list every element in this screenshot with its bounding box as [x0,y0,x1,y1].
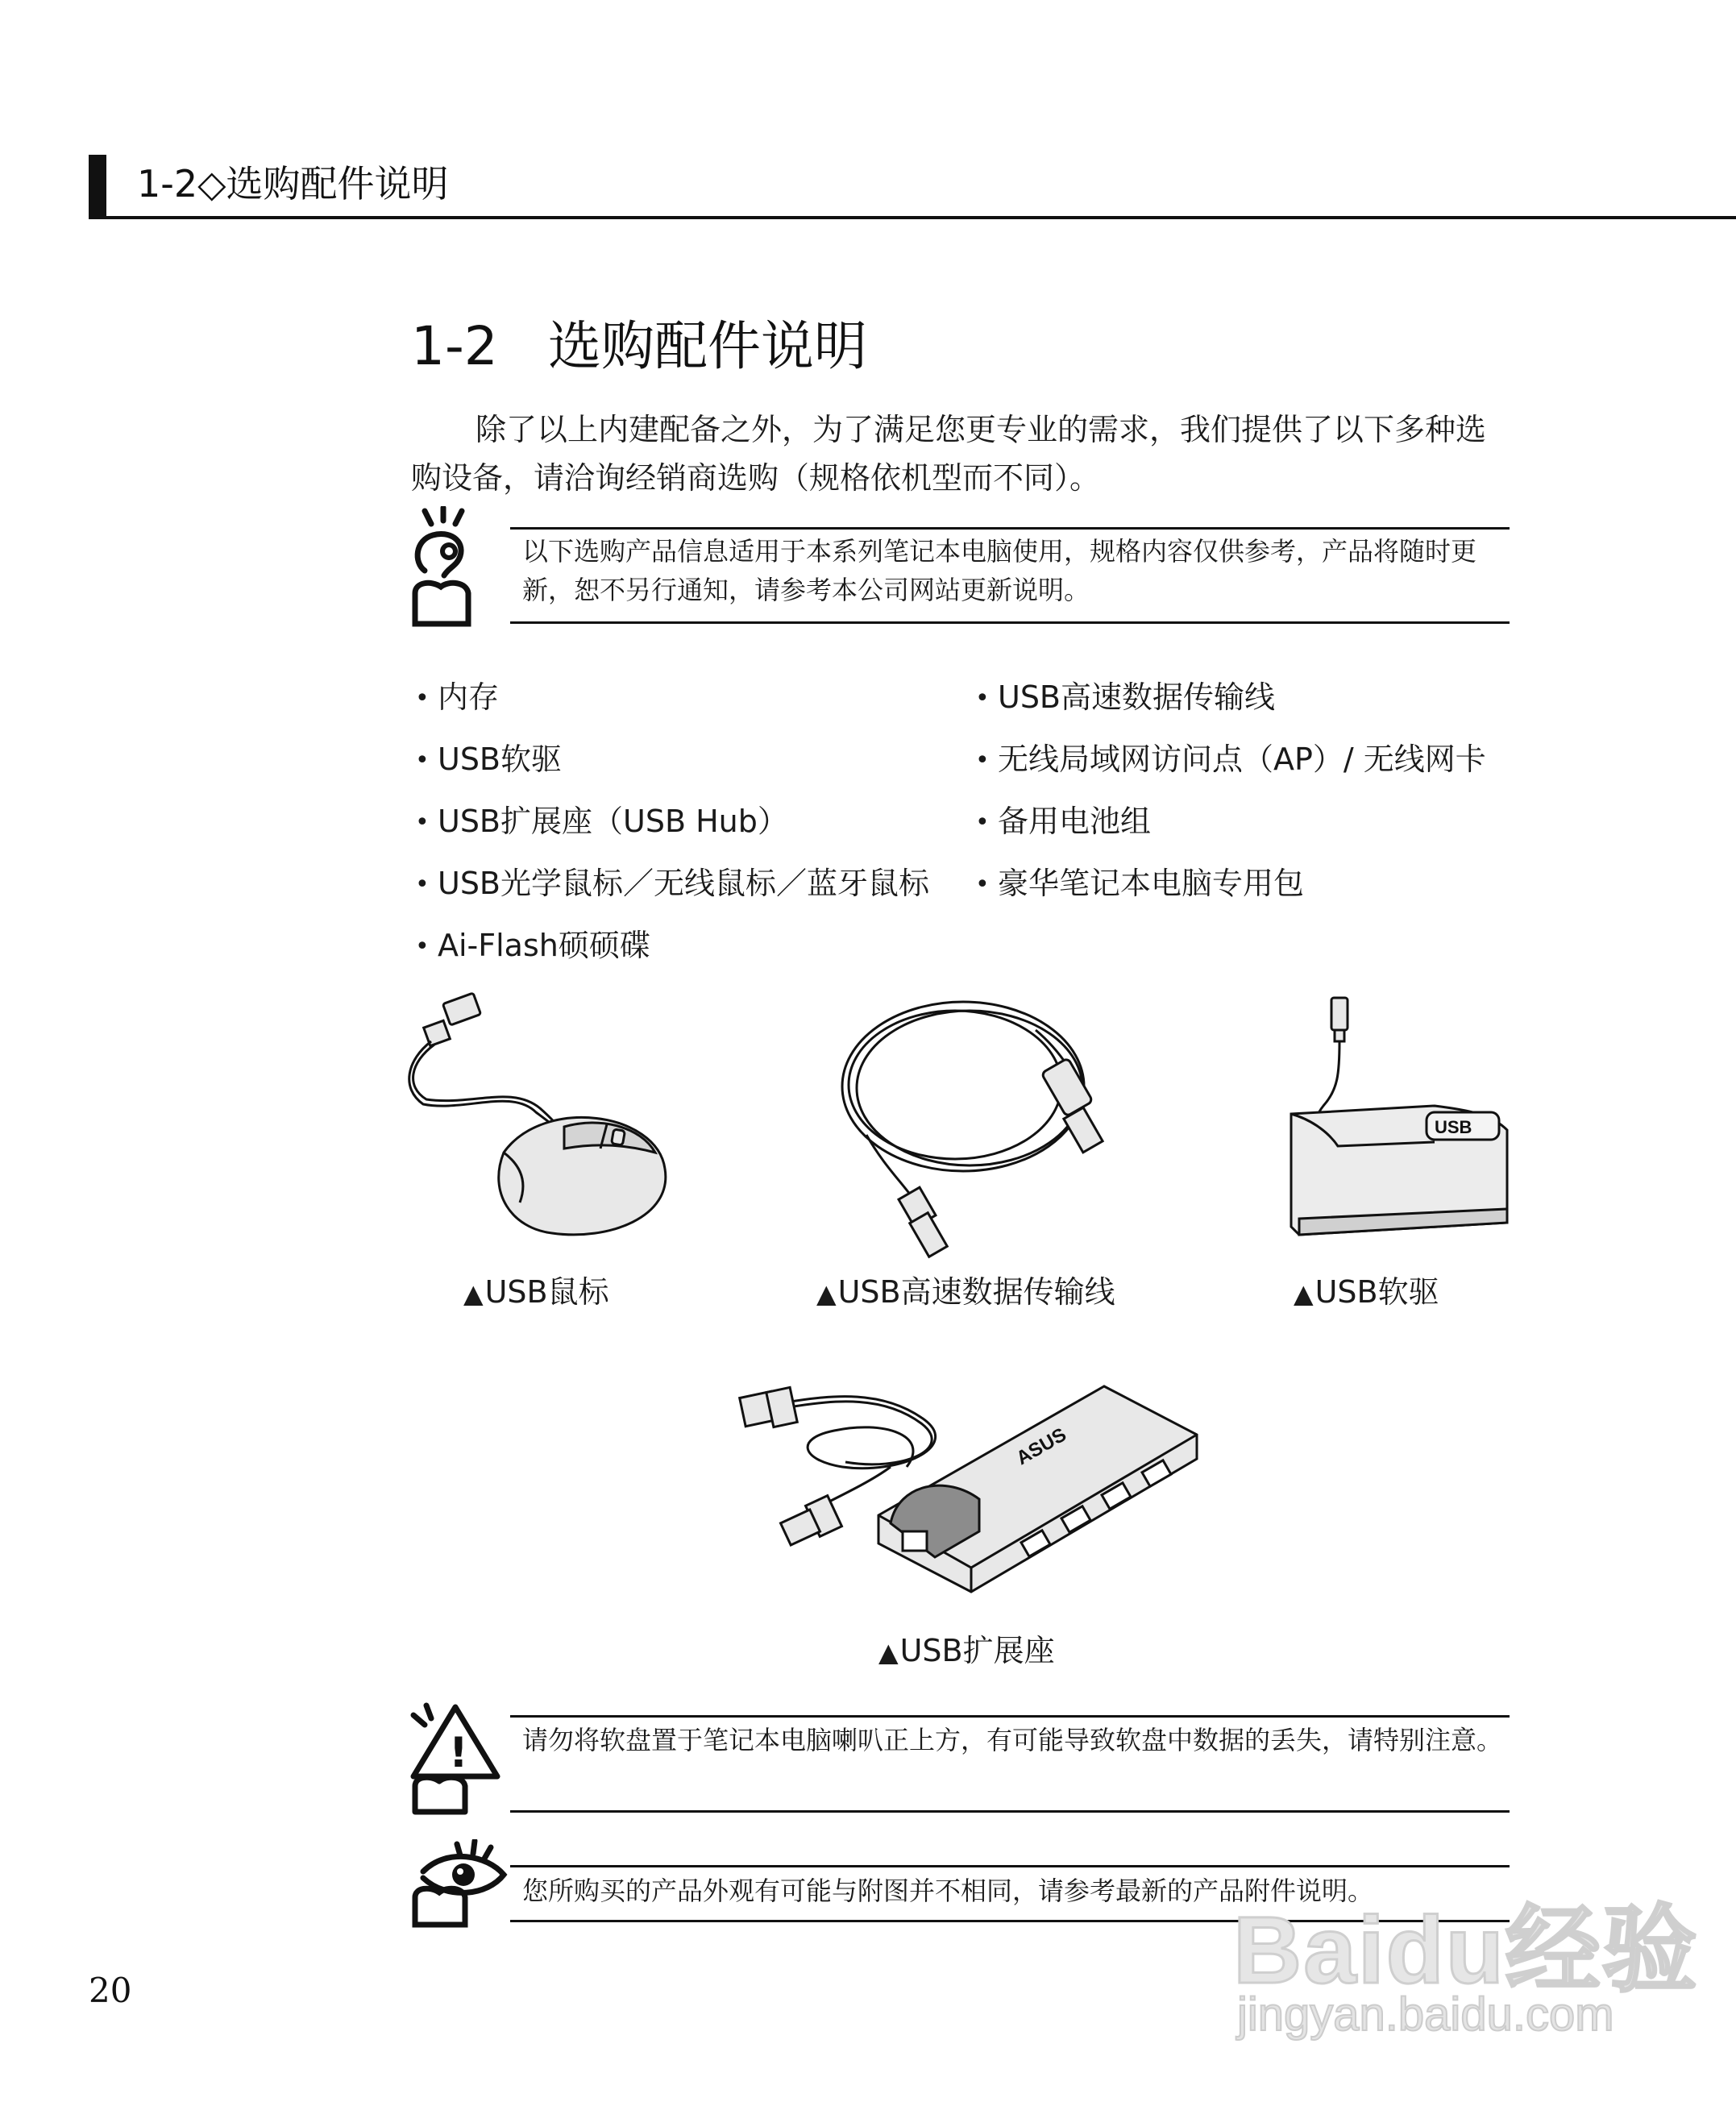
list-item: • 无线局域网访问点（AP）/ 无线网卡 [975,739,1486,801]
baidu-watermark-url: jingyan.baidu.com [1237,1988,1614,2041]
triangle-marker-icon: ▲ [878,1637,899,1668]
header-rule [89,216,1736,219]
triangle-marker-icon: ▲ [816,1278,837,1309]
figure-caption-floppy [1294,1272,1439,1314]
warning-note-text: 请勿将软盘置于笔记本电脑喇叭正上方，有可能导致软盘中数据的丢失，请特别注意。 [522,1725,1503,1755]
list-item: • 备用电池组 [975,801,1486,863]
running-header: 1-2◇选购配件说明 [137,162,449,206]
warning-note-bottom-rule [510,1810,1510,1813]
usb-mouse-illustration [399,991,685,1257]
accessory-list-right [975,677,1486,925]
triangle-marker-icon: ▲ [1294,1278,1314,1309]
usb-hub-illustration [737,1370,1201,1612]
caption-text: USB软驱 [1314,1274,1439,1310]
list-item: • USB光学鼠标／无线鼠标／蓝牙鼠标 [415,863,929,925]
baidu-watermark-logo: Baidu经验 [1233,1897,1699,2004]
intro-paragraph [411,405,1514,502]
intro-text: 除了以上内建配备之外，为了满足您更专业的需求，我们提供了以下多种选购设备，请洽询经销商选购（规格依机型而不同）。 [411,412,1487,496]
caption-text: USB高速数据传输线 [837,1274,1115,1310]
list-item: • USB高速数据传输线 [975,677,1486,739]
info-note-bottom-rule [510,621,1510,624]
floppy-logo: USB [1435,1117,1472,1137]
observe-note-text: 您所购买的产品外观有可能与附图并不相同，请参考最新的产品附件说明。 [522,1876,1374,1906]
list-item: • USB扩展座（USB Hub） [415,801,929,863]
section-number: 1-2 [411,315,498,377]
list-item: • USB软驱 [415,739,929,801]
hub-logo: ASUS [1012,1423,1070,1470]
list-item: • 内存 [415,677,929,739]
eye-note-icon [407,1839,512,1928]
accessory-list-left [415,677,929,987]
info-note-text: 以下选购产品信息适用于本系列笔记本电脑使用，规格内容仅供参考，产品将随时更新，恕不另行通知，请参考本公司网站更新说明。 [522,536,1477,605]
caption-text: USB扩展座 [899,1633,1055,1668]
info-note-icon [407,506,480,627]
list-item: • Ai-Flash硕硕碟 [415,925,929,987]
warning-note-top-rule [510,1715,1510,1718]
figure-caption-mouse [463,1272,609,1314]
section-title-text: 选购配件说明 [548,315,867,377]
svg-text:!: ! [449,1729,468,1777]
info-note-top-rule [510,527,1510,530]
list-item: • 豪华笔记本电脑专用包 [975,863,1486,925]
usb-cable-illustration [834,990,1140,1264]
warning-note-icon [407,1702,504,1815]
figure-caption-hub [878,1631,1055,1672]
triangle-marker-icon: ▲ [463,1278,484,1309]
section-title [411,313,867,380]
header-bar [89,155,106,219]
page-number: 20 [89,1971,132,2010]
observe-note-top-rule [510,1865,1510,1867]
caption-text: USB鼠标 [484,1274,609,1310]
figure-caption-cable [816,1272,1115,1314]
usb-floppy-illustration [1281,993,1523,1255]
